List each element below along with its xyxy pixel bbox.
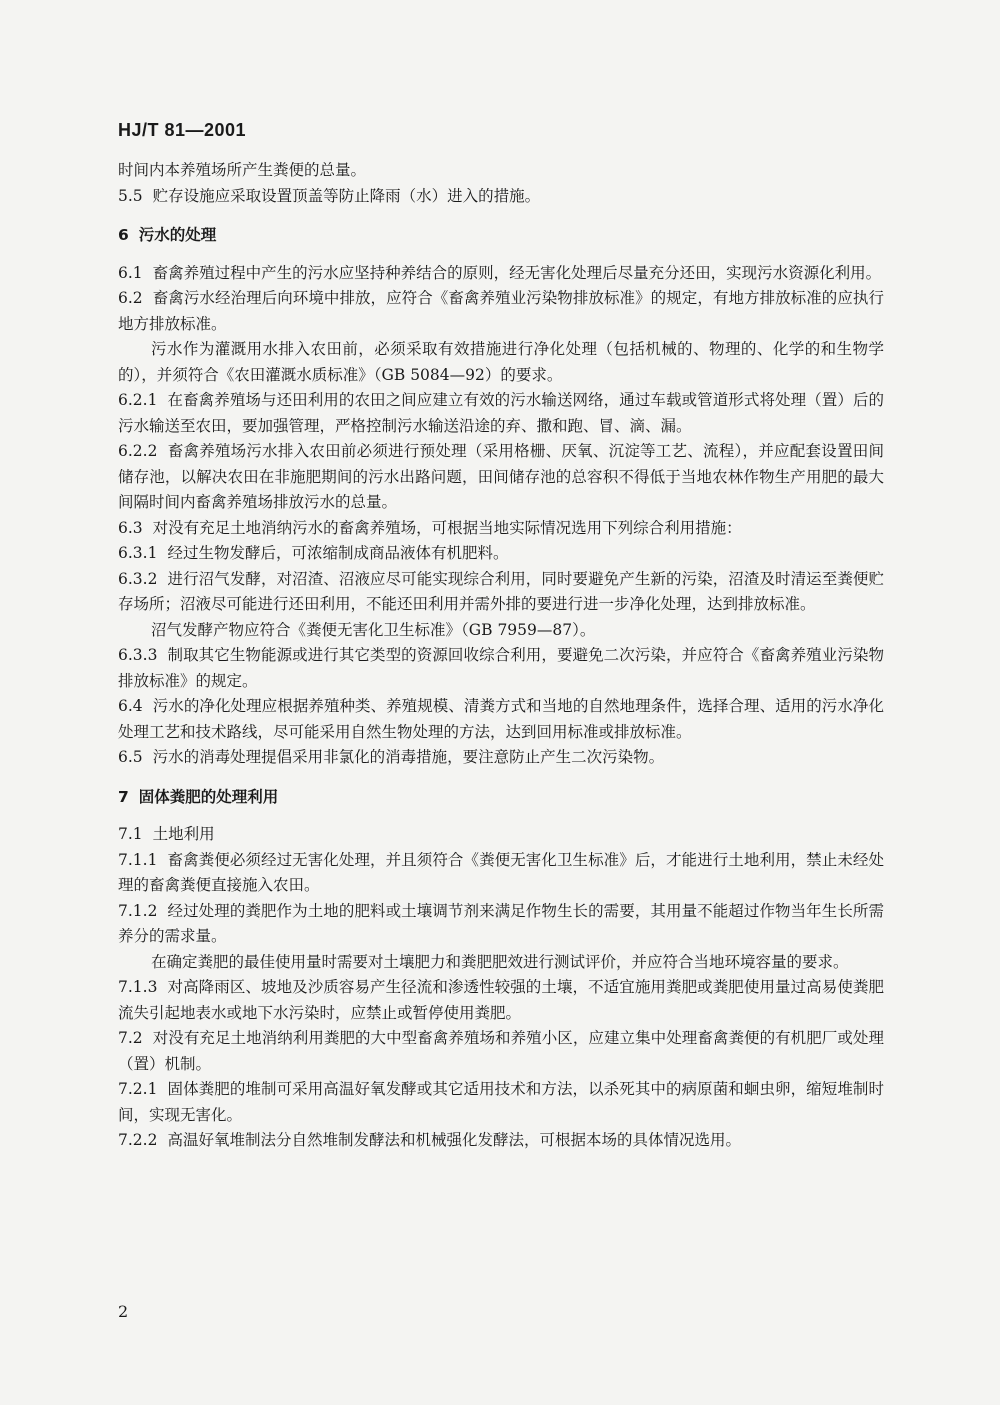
clause-paragraph	[118, 694, 884, 745]
clause-paragraph	[118, 567, 884, 618]
clause-paragraph	[118, 1026, 884, 1077]
clause-text: 污水作为灌溉用水排入农田前，必须采取有效措施进行净化处理（包括机械的、物理的、化学的和生物学的），并须符合《农田灌溉水质标准》（GB 5084—92）的要求。	[118, 340, 884, 384]
clause-text: 对没有充足土地消纳利用粪肥的大中型畜禽养殖场和养殖小区，应建立集中处理畜禽粪便的有机肥厂或处理（置）机制。	[118, 1029, 884, 1073]
clause-number: 6.5	[118, 748, 143, 766]
clause-text: 污水的消毒处理提倡采用非氯化的消毒措施，要注意防止产生二次污染物。	[152, 748, 665, 766]
clause-paragraph	[118, 975, 884, 1026]
document-body	[118, 158, 884, 1154]
clause-number: 6	[118, 226, 129, 244]
clause-text: 进行沼气发酵，对沼渣、沼液应尽可能实现综合利用，同时要避免产生新的污染，沼渣及时清运至粪便贮存场所；沼液尽可能进行还田利用，不能还田利用并需外排的要进行进一步净化处理，达到排放标准。	[118, 569, 884, 613]
clause-text: 固体粪肥的堆制可采用高温好氧发酵或其它适用技术和方法，以杀死其中的病原菌和蛔虫卵，缩短堆制时间，实现无害化。	[118, 1080, 884, 1124]
clause-text: 畜禽养殖过程中产生的污水应坚持种养结合的原则，经无害化处理后尽量充分还田，实现污水资源化利用。	[152, 263, 882, 282]
clause-text: 对没有充足土地消纳污水的畜禽养殖场，可根据当地实际情况选用下列综合利用措施：	[152, 518, 742, 537]
clause-text: 沼气发酵产物应符合《粪便无害化卫生标准》（GB 7959—87）。	[151, 620, 596, 639]
clause-paragraph	[118, 158, 884, 184]
clause-number: 7.2.1	[118, 1080, 158, 1098]
section-heading	[118, 785, 884, 811]
clause-paragraph	[118, 745, 884, 771]
clause-paragraph	[118, 1128, 884, 1154]
clause-number: 7.1	[118, 825, 143, 843]
clause-number: 7.1.3	[118, 978, 158, 996]
clause-text: 畜禽粪便必须经过无害化处理，并且须符合《粪便无害化卫生标准》后，才能进行土地利用，禁止未经处理的畜禽粪便直接施入农田。	[118, 850, 884, 894]
page-number: 2	[118, 1302, 129, 1321]
clause-text: 经过生物发酵后，可浓缩制成商品液体有机肥料。	[167, 544, 509, 562]
clause-paragraph	[118, 261, 884, 287]
clause-number: 6.2.1	[118, 391, 158, 409]
clause-paragraph	[118, 388, 884, 439]
clause-number: 5.5	[118, 186, 143, 205]
standard-code: HJ/T 81—2001	[118, 120, 247, 140]
clause-paragraph	[118, 643, 884, 694]
clause-text: 固体粪肥的处理利用	[138, 787, 279, 806]
clause-text: 对高降雨区、坡地及沙质容易产生径流和渗透性较强的土壤，不适宜施用粪肥或粪肥使用量过高易使粪肥流失引起地表水或地下水污染时，应禁止或暂停使用粪肥。	[118, 978, 884, 1022]
clause-text: 畜禽养殖场污水排入农田前必须进行预处理（采用格栅、厌氧、沉淀等工艺、流程），并应配套设置田间储存池，以解决农田在非施肥期间的污水出路问题，田间储存池的总容积不得低于当地农林作物生产用肥的最大间隔时间内畜禽养殖场排放污水的总量。	[118, 442, 884, 511]
clause-text: 贮存设施应采取设置顶盖等防止降雨（水）进入的措施。	[152, 186, 541, 205]
clause-paragraph	[118, 848, 884, 899]
clause-number: 7.1.1	[118, 850, 158, 869]
clause-paragraph	[118, 541, 884, 567]
clause-text: 在确定粪肥的最佳使用量时需要对土壤肥力和粪肥肥效进行测试评价，并应符合当地环境容量的要求。	[151, 952, 849, 971]
clause-number: 6.2	[118, 289, 143, 307]
clause-text: 在畜禽养殖场与还田利用的农田之间应建立有效的污水输送网络，通过车载或管道形式将处理（置）后的污水输送至农田，要加强管理，严格控制污水输送沿途的弃、撒和跑、冒、滴、漏。	[118, 391, 884, 435]
indented-paragraph	[118, 618, 884, 644]
clause-text: 畜禽污水经治理后向环境中排放，应符合《畜禽养殖业污染物排放标准》的规定，有地方排放标准的应执行地方排放标准。	[118, 289, 884, 333]
clause-text: 土地利用	[152, 825, 215, 843]
clause-number: 7.2	[118, 1029, 143, 1047]
clause-number: 7	[118, 787, 129, 806]
clause-text: 时间内本养殖场所产生粪便的总量。	[118, 161, 367, 179]
clause-text: 污水的处理	[138, 226, 217, 244]
clause-paragraph	[118, 184, 884, 210]
clause-text: 高温好氧堆制法分自然堆制发酵法和机械强化发酵法，可根据本场的具体情况选用。	[167, 1131, 741, 1149]
indented-paragraph	[118, 337, 884, 388]
clause-number: 6.3.1	[118, 544, 158, 562]
clause-paragraph	[118, 899, 884, 950]
clause-number: 6.3.2	[118, 569, 158, 588]
clause-number: 7.2.2	[118, 1131, 158, 1149]
clause-paragraph	[118, 439, 884, 516]
clause-number: 6.3	[118, 518, 143, 537]
clause-number: 6.3.3	[118, 646, 158, 664]
clause-text: 污水的净化处理应根据养殖种类、养殖规模、清粪方式和当地的自然地理条件，选择合理、适用的污水净化处理工艺和技术路线，尽可能采用自然生物处理的方法，达到回用标准或排放标准。	[118, 697, 884, 741]
clause-text: 制取其它生物能源或进行其它类型的资源回收综合利用，要避免二次污染，并应符合《畜禽养殖业污染物排放标准》的规定。	[118, 646, 884, 690]
clause-paragraph	[118, 1077, 884, 1128]
clause-number: 6.2.2	[118, 442, 158, 460]
section-heading	[118, 223, 884, 249]
clause-text: 经过处理的粪肥作为土地的肥料或土壤调节剂来满足作物生长的需要，其用量不能超过作物当年生长所需养分的需求量。	[118, 901, 884, 945]
clause-number: 7.1.2	[118, 901, 158, 920]
clause-paragraph	[118, 822, 884, 848]
clause-number: 6.1	[118, 263, 143, 282]
clause-paragraph	[118, 516, 884, 542]
indented-paragraph	[118, 950, 884, 976]
clause-paragraph	[118, 286, 884, 337]
clause-number: 6.4	[118, 697, 143, 715]
